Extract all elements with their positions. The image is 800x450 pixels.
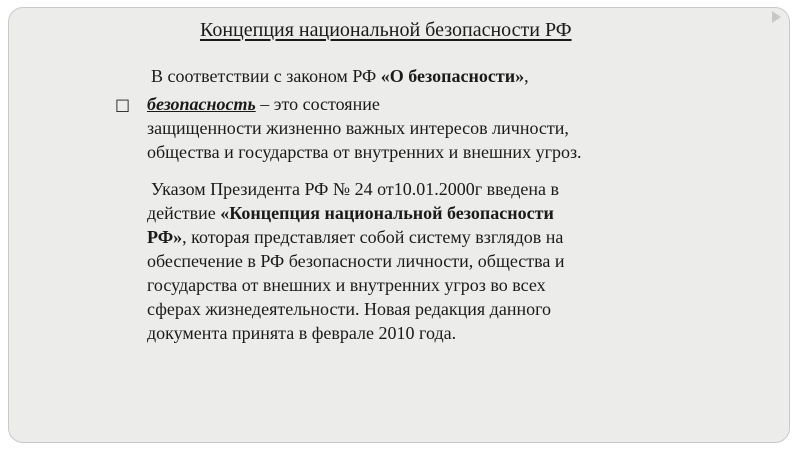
definition-term: безопасность xyxy=(147,94,256,114)
decree-line4: обеспечение в РФ безопасности личности, общества и xyxy=(147,251,565,271)
definition-line1-rest: – это состояние xyxy=(255,94,380,114)
definition-line3: общества и государства от внутренних и внешних угроз. xyxy=(147,142,582,162)
intro-prefix: В соответствии с законом РФ xyxy=(151,66,381,86)
law-name: «О безопасности» xyxy=(380,66,525,86)
decree-line5: государства от внешних и внутренних угроз во всех xyxy=(147,275,546,295)
decree-paragraph xyxy=(147,177,565,345)
intro-suffix: , xyxy=(524,66,529,86)
decree-line3-rest: , которая представляет собой систему взглядов на xyxy=(182,227,564,247)
decree-line6: сферах жизнедеятельности. Новая редакция данного xyxy=(147,299,552,319)
slide-title: Концепция национальной безопасности РФ xyxy=(200,19,572,41)
corner-triangle-icon xyxy=(772,11,781,23)
definition-paragraph xyxy=(147,92,582,164)
decree-line1: Указом Президента РФ № 24 от10.01.2000г введена в xyxy=(151,179,560,199)
decree-line7: документа принята в феврале 2010 года. xyxy=(147,323,457,343)
decree-line2-prefix: действие xyxy=(147,203,221,223)
decree-line3 xyxy=(147,225,565,249)
intro-paragraph xyxy=(151,64,529,88)
concept-name-part1: «Концепция национальной безопасности xyxy=(220,203,554,223)
concept-name-part2: РФ» xyxy=(147,227,183,247)
decree-line2 xyxy=(147,201,565,225)
definition-line2: защищенности жизненно важных интересов личности, xyxy=(147,118,569,138)
square-bullet-icon: □ xyxy=(115,95,131,114)
